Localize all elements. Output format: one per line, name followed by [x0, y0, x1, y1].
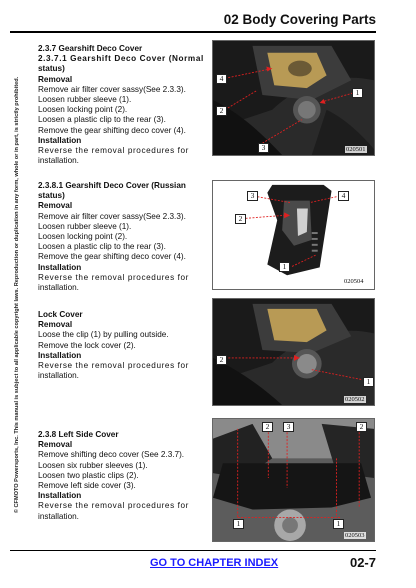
- figure-photo: [213, 41, 374, 155]
- callout-label: 2: [356, 422, 367, 432]
- header-rule: [10, 31, 376, 33]
- step-text: Remove left side cover (3).: [38, 481, 136, 491]
- step-text: Loosen two plastic clips (2).: [38, 470, 139, 480]
- step-text: Reverse the removal procedures for: [38, 146, 190, 156]
- section-subheading: 2.3.7.1 Gearshift Deco Cover (Normal: [38, 54, 204, 64]
- section-heading: Lock Cover: [38, 310, 83, 319]
- step-text: Loosen locking point (2).: [38, 105, 128, 115]
- figure-photo: [213, 299, 374, 405]
- callout-label: 4: [216, 74, 227, 84]
- step-text: installation.: [38, 511, 79, 521]
- figure-code: 020503: [345, 532, 365, 539]
- removal-heading: Removal: [38, 201, 73, 211]
- callout-label: 4: [338, 191, 349, 201]
- step-text: Loose the clip (1) by pulling outside.: [38, 330, 169, 340]
- section-left-side-cover: [38, 430, 208, 522]
- step-text: Loosen six rubber sleeves (1).: [38, 460, 148, 470]
- copyright-text: © CFMOTO Powersports, Inc. This manual is subject to all applicable copyright laws. Reproduction or duplication in any form, whole or in part, is strictly prohibited.: [13, 76, 20, 514]
- installation-heading: Installation: [38, 350, 82, 360]
- step-text: installation.: [38, 371, 79, 381]
- callout-label: 1: [333, 519, 344, 529]
- section-gearshift-russian: [38, 181, 208, 293]
- removal-heading: Removal: [38, 440, 73, 450]
- installation-heading: Installation: [38, 262, 82, 272]
- figure-gearshift-normal: [212, 40, 375, 156]
- step-text: Reverse the removal procedures for: [38, 361, 190, 371]
- callout-label: 1: [233, 519, 244, 529]
- step-text: Loosen rubber sleeve (1).: [38, 221, 132, 231]
- figure-code: 020504: [344, 278, 364, 285]
- callout-label: 1: [352, 88, 363, 98]
- step-text: Loosen a plastic clip to the rear (3).: [38, 115, 166, 125]
- step-text: installation.: [38, 156, 79, 166]
- callout-label: 3: [247, 191, 258, 201]
- figure-lock-cover: [212, 298, 375, 406]
- step-text: Remove air filter cover sassy(See 2.3.3).: [38, 84, 186, 94]
- step-text: Reverse the removal procedures for: [38, 272, 190, 282]
- step-text: Reverse the removal procedures for: [38, 501, 190, 511]
- callout-label: 1: [363, 377, 374, 387]
- section-subheading: status): [38, 191, 65, 201]
- section-heading: 2.3.7 Gearshift Deco Cover: [38, 44, 143, 53]
- step-text: Remove air filter cover sassy(See 2.3.3).: [38, 211, 186, 221]
- section-subheading: status): [38, 64, 65, 74]
- copyright-notice: [10, 76, 23, 514]
- step-text: Remove the gear shifting deco cover (4).: [38, 252, 186, 262]
- removal-heading: Removal: [38, 320, 73, 330]
- section-heading: 2.3.8 Left Side Cover: [38, 430, 119, 439]
- step-text: Loosen locking point (2).: [38, 232, 128, 242]
- figure-photo: [213, 181, 374, 289]
- page-number: 02-7: [349, 555, 376, 570]
- section-lock-cover: [38, 310, 208, 381]
- callout-label: 2: [262, 422, 273, 432]
- installation-heading: Installation: [38, 491, 82, 501]
- removal-heading: Removal: [38, 74, 73, 84]
- step-text: Remove the lock cover (2).: [38, 340, 136, 350]
- callout-label: 1: [279, 262, 290, 272]
- page-header-title: 02 Body Covering Parts: [223, 12, 376, 27]
- figure-code: 020501: [346, 146, 366, 153]
- section-heading: 2.3.8.1 Gearshift Deco Cover (Russian: [38, 181, 186, 190]
- step-text: Loosen rubber sleeve (1).: [38, 95, 132, 105]
- section-gearshift-normal: [38, 44, 208, 166]
- figure-left-side-cover: [212, 418, 375, 542]
- chapter-index-link[interactable]: GO TO CHAPTER INDEX: [150, 557, 279, 569]
- callout-label: 2: [216, 106, 227, 116]
- callout-label: 3: [258, 143, 269, 153]
- footer-rule: [10, 550, 376, 551]
- installation-heading: Installation: [38, 135, 82, 145]
- callout-label: 3: [283, 422, 294, 432]
- callout-label: 2: [216, 355, 227, 365]
- step-text: Remove shifting deco cover (See 2.3.7).: [38, 450, 185, 460]
- figure-gearshift-russian: [212, 180, 375, 290]
- step-text: installation.: [38, 283, 79, 293]
- step-text: Remove the gear shifting deco cover (4).: [38, 125, 186, 135]
- figure-code: 020502: [345, 396, 365, 403]
- callout-label: 2: [235, 214, 246, 224]
- step-text: Loosen a plastic clip to the rear (3).: [38, 242, 166, 252]
